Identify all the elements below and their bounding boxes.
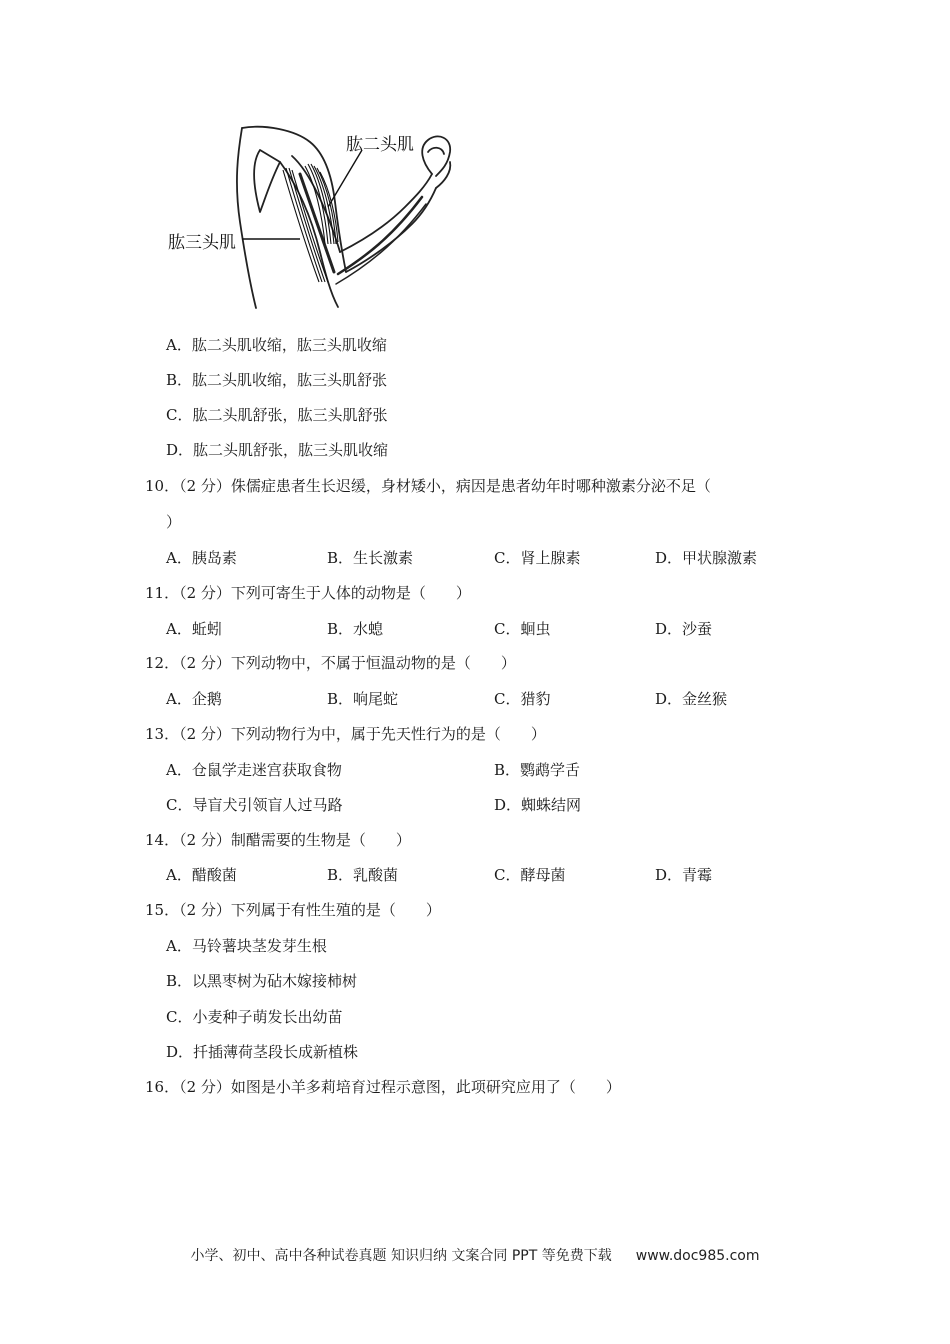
page-footer xyxy=(0,1245,950,1265)
q12-option-d: D．金丝猴 xyxy=(655,690,728,708)
q13-option-a: A．仓鼠学走迷宫获取食物 xyxy=(166,761,342,779)
q15-stem: 15．（2 分）下列属于有性生殖的是（ ） xyxy=(145,901,441,919)
q11-option-d: D．沙蚕 xyxy=(655,620,713,638)
q12-option-c: C．猎豹 xyxy=(494,690,551,708)
q11-option-c: C．蛔虫 xyxy=(494,620,551,638)
label-triceps: 肱三头肌 xyxy=(168,233,236,253)
q10-option-c: C．肾上腺素 xyxy=(494,549,581,567)
q14-option-d: D．青霉 xyxy=(655,866,713,884)
q9-option-a: A．肱二头肌收缩，肱三头肌收缩 xyxy=(166,336,387,354)
footer-url[interactable]: www.doc985.com xyxy=(635,1248,760,1264)
footer-text: 小学、初中、高中各种试卷真题 知识归纳 文案合同 PPT 等免费下载 xyxy=(190,1248,612,1264)
q10-stem-cont: ） xyxy=(166,513,182,531)
q15-option-a: A．马铃薯块茎发芽生根 xyxy=(166,937,327,955)
q14-stem: 14．（2 分）制醋需要的生物是（ ） xyxy=(145,831,411,849)
q9-option-c: C．肱二头肌舒张，肱三头肌舒张 xyxy=(166,406,388,424)
q13-option-c: C．导盲犬引领盲人过马路 xyxy=(166,796,343,814)
arm-muscle-figure xyxy=(160,122,460,322)
q13-stem: 13．（2 分）下列动物行为中，属于先天性行为的是（ ） xyxy=(145,725,546,743)
arm-muscle-icon xyxy=(160,122,460,322)
q9-option-d: D．肱二头肌舒张，肱三头肌收缩 xyxy=(166,441,389,459)
q14-option-b: B．乳酸菌 xyxy=(327,866,399,884)
q15-option-c: C．小麦种子萌发长出幼苗 xyxy=(166,1008,343,1026)
q13-option-d: D．蜘蛛结网 xyxy=(494,796,582,814)
q9-option-b: B．肱二头肌收缩，肱三头肌舒张 xyxy=(166,371,388,389)
q10-stem: 10．（2 分）侏儒症患者生长迟缓，身材矮小，病因是患者幼年时哪种激素分泌不足（ xyxy=(145,477,711,495)
q16-stem: 16．（2 分）如图是小羊多莉培育过程示意图，此项研究应用了（ ） xyxy=(145,1078,621,1096)
q15-option-d: D．扦插薄荷茎段长成新植株 xyxy=(166,1043,359,1061)
q14-option-a: A．醋酸菌 xyxy=(166,866,237,884)
q15-option-b: B．以黑枣树为砧木嫁接柿树 xyxy=(166,972,358,990)
q11-option-b: B．水螅 xyxy=(327,620,384,638)
q10-option-a: A．胰岛素 xyxy=(166,549,237,567)
q10-option-b: B．生长激素 xyxy=(327,549,414,567)
q11-option-a: A．蚯蚓 xyxy=(166,620,222,638)
q14-option-c: C．酵母菌 xyxy=(494,866,566,884)
q12-stem: 12．（2 分）下列动物中，不属于恒温动物的是（ ） xyxy=(145,654,516,672)
q11-stem: 11．（2 分）下列可寄生于人体的动物是（ ） xyxy=(145,584,471,602)
q12-option-b: B．响尾蛇 xyxy=(327,690,399,708)
label-biceps: 肱二头肌 xyxy=(346,135,414,155)
q12-option-a: A．企鹅 xyxy=(166,690,222,708)
q13-option-b: B．鹦鹉学舌 xyxy=(494,761,581,779)
q10-option-d: D．甲状腺激素 xyxy=(655,549,758,567)
